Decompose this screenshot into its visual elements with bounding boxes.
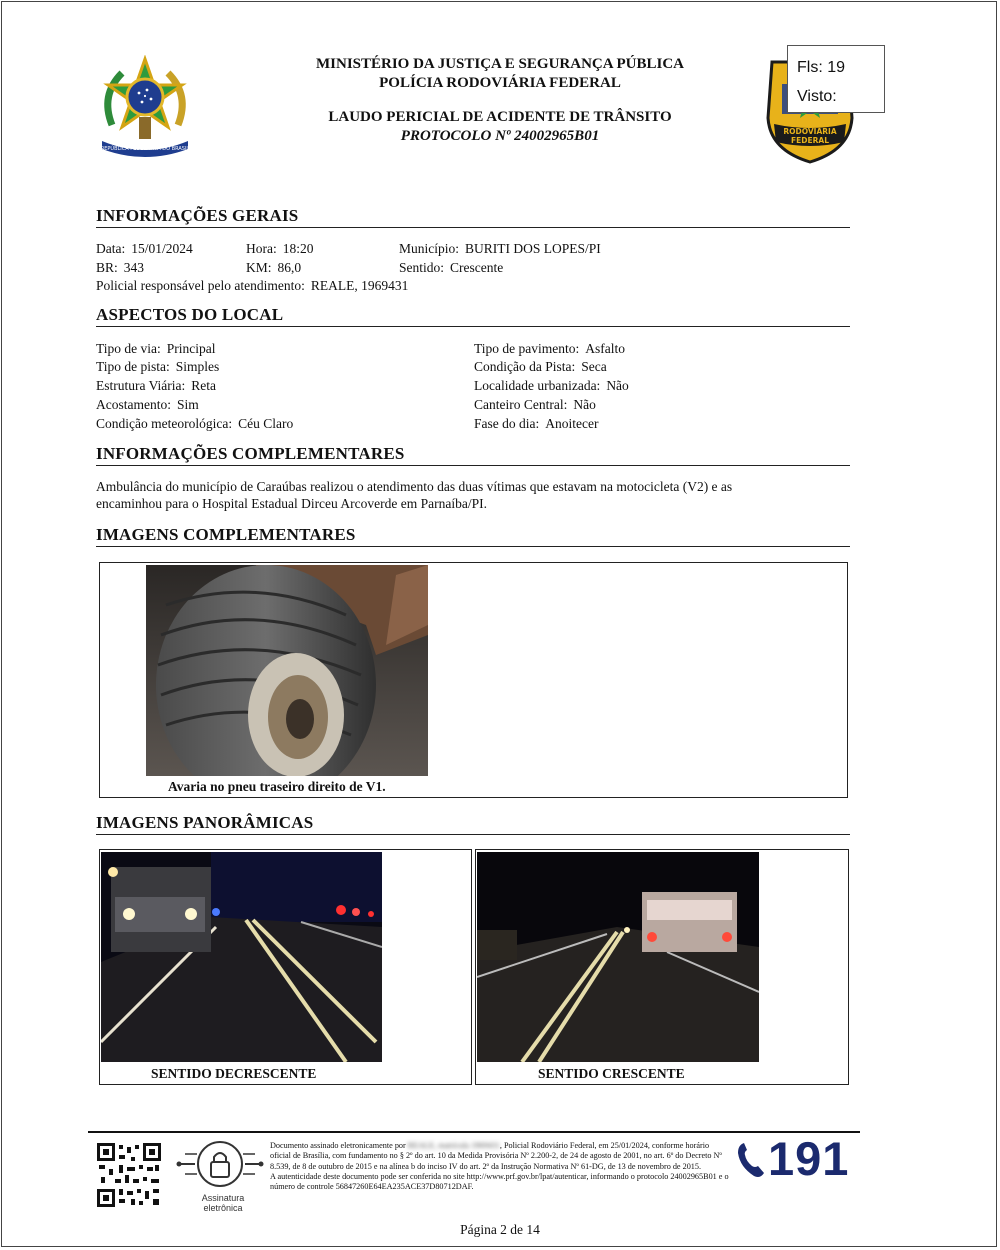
field-data: Data: 15/01/2024 <box>96 241 193 256</box>
section-general-title: INFORMAÇÕES GERAIS <box>96 206 850 228</box>
document-title: LAUDO PERICIAL DE ACIDENTE DE TRÂNSITO <box>328 109 672 125</box>
signature-notice: Documento assinado eletronicamente por REALE, matrícula 1969431, Policial Rodoviário Federal, em 25/01/2024, conforme horário oficial de Brasília, com fundamento no § 2º do art. 10 da Medida Provisória Nº 2.200-2, de 24 de agosto de 2001, no art. 6º do Decreto Nº 8.539, de 8 de outubro de 2015 e na alínea b do inciso IV do art. 2º da Instrução Normativa Nº 61-DG, de 13 de novembro de 2015. A autenticidade deste documento pode ser conferida no site http://www.prf.gov.br/lpat/autenticar, informando o protocolo 24002965B01 e o número de controle 56847260E64EA235ACE37D80712DAF. <box>270 1141 729 1192</box>
signer-name-redacted: REALE, matrícula 1969431 <box>407 1141 500 1150</box>
field-policial: Policial responsável pelo atendimento: REALE, 1969431 <box>96 278 409 293</box>
section-complementary-title: INFORMAÇÕES COMPLEMENTARES <box>96 444 850 466</box>
field-tipo-via: Tipo de via: Principal <box>96 341 216 356</box>
field-br: BR: 343 <box>96 260 145 275</box>
visto-line: Visto: <box>797 88 837 105</box>
agency-title: POLÍCIA RODOVIÁRIA FEDERAL <box>379 75 621 91</box>
field-acostamento: Acostamento: Sim <box>96 397 199 412</box>
page-number: Página 2 de 14 <box>460 1222 540 1237</box>
panorama-right-caption: SENTIDO CRESCENTE <box>538 1066 685 1081</box>
section-local-title: ASPECTOS DO LOCAL <box>96 305 850 327</box>
qr-code-icon[interactable] <box>97 1143 161 1207</box>
ministry-title: MINISTÉRIO DA JUSTIÇA E SEGURANÇA PÚBLICA <box>316 56 684 72</box>
authenticity-notice: A autenticidade deste documento pode ser conferida no site http://www.prf.gov.br/lpat/autenticar, informando o protocolo 24002965B01 e o número de controle 56847260E64EA235ACE37D80712DAF. <box>270 1171 729 1192</box>
tire-photo-caption: Avaria no pneu traseiro direito de V1. <box>168 779 386 794</box>
field-condicao-pista: Condição da Pista: Seca <box>474 359 607 374</box>
section-images-pan-title: IMAGENS PANORÂMICAS <box>96 813 850 835</box>
emergency-number[interactable]: 191 <box>768 1132 850 1185</box>
field-tipo-pavimento: Tipo de pavimento: Asfalto <box>474 341 626 356</box>
svg-text:REPÚBLICA FEDERATIVA DO BRASIL: REPÚBLICA FEDERATIVA DO BRASIL <box>100 146 190 152</box>
footer-divider <box>88 1131 860 1133</box>
field-localidade-urbanizada: Localidade urbanizada: Não <box>474 378 629 393</box>
field-hora: Hora: 18:20 <box>246 241 314 256</box>
fls-stamp-box <box>787 45 885 113</box>
panorama-left-caption: SENTIDO DECRESCENTE <box>151 1066 317 1081</box>
phone-icon <box>736 1141 766 1179</box>
field-estrutura-viaria: Estrutura Viária: Reta <box>96 378 217 393</box>
field-fase-dia: Fase do dia: Anoitecer <box>474 416 599 431</box>
field-canteiro-central: Canteiro Central: Não <box>474 397 596 412</box>
svg-text:FEDERAL: FEDERAL <box>791 136 829 145</box>
panorama-decrescente-photo[interactable] <box>101 852 382 1062</box>
field-km: KM: 86,0 <box>246 260 302 275</box>
protocol-number: PROTOCOLO Nº 24002965B01 <box>400 128 600 144</box>
signature-label: Assinatura eletrônica <box>201 1193 245 1213</box>
field-sentido: Sentido: Crescente <box>399 260 504 275</box>
panorama-crescente-photo[interactable] <box>477 852 759 1062</box>
field-tipo-pista: Tipo de pista: Simples <box>96 359 220 374</box>
field-condicao-meteorologica: Condição meteorológica: Céu Claro <box>96 416 294 431</box>
svg-text:RODOVIÁRIA: RODOVIÁRIA <box>783 127 837 136</box>
field-municipio: Município: BURITI DOS LOPES/PI <box>399 241 601 256</box>
electronic-signature-lock-icon <box>175 1138 265 1190</box>
complementary-text-line-1: Ambulância do município de Caraúbas realizou o atendimento das duas vítimas que estavam na motocicleta (V2) e as <box>96 479 733 494</box>
complementary-text-line-2: encaminhou para o Hospital Estadual Dirceu Arcoverde em Parnaíba/PI. <box>96 496 487 511</box>
fls-line: Fls: 19 <box>797 59 846 76</box>
section-images-comp-title: IMAGENS COMPLEMENTARES <box>96 525 850 547</box>
tire-damage-photo[interactable] <box>146 565 428 776</box>
